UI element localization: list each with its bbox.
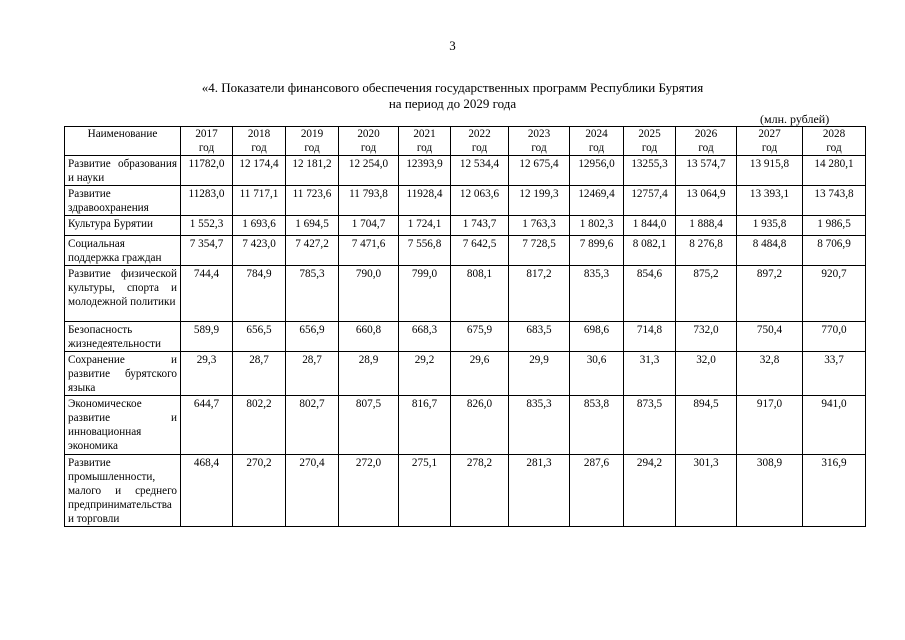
value-cell: 853,8 xyxy=(570,396,624,455)
value-cell: 29,2 xyxy=(399,352,451,396)
value-cell: 294,2 xyxy=(624,455,676,527)
value-cell: 790,0 xyxy=(339,266,399,322)
value-cell: 1 935,8 xyxy=(737,216,803,236)
value-cell: 270,2 xyxy=(233,455,286,527)
value-cell: 29,9 xyxy=(509,352,570,396)
program-name: Культура Бурятии xyxy=(65,216,181,236)
value-cell: 7 427,2 xyxy=(286,236,339,266)
value-cell: 13 064,9 xyxy=(676,186,737,216)
value-cell: 744,4 xyxy=(181,266,233,322)
value-cell: 7 556,8 xyxy=(399,236,451,266)
value-cell: 32,0 xyxy=(676,352,737,396)
value-cell: 7 642,5 xyxy=(451,236,509,266)
value-cell: 270,4 xyxy=(286,455,339,527)
value-cell: 32,8 xyxy=(737,352,803,396)
value-cell: 28,7 xyxy=(233,352,286,396)
header-year-unit: год xyxy=(360,142,377,154)
value-cell: 12 534,4 xyxy=(451,156,509,186)
value-cell: 12956,0 xyxy=(570,156,624,186)
header-year-value: 2019 xyxy=(300,128,324,140)
header-year xyxy=(509,127,570,156)
value-cell: 802,7 xyxy=(286,396,339,455)
value-cell: 750,4 xyxy=(737,322,803,352)
header-year-unit: год xyxy=(698,142,714,154)
program-name: Развитие образования и науки xyxy=(65,156,181,186)
program-name: Развитие физической культуры, спорта и молодежной политики xyxy=(65,266,181,322)
value-cell: 281,3 xyxy=(509,455,570,527)
program-name: Развитие здравоохранения xyxy=(65,186,181,216)
program-name: Социальная поддержка граждан xyxy=(65,236,181,266)
value-cell: 698,6 xyxy=(570,322,624,352)
value-cell: 316,9 xyxy=(803,455,866,527)
value-cell: 1 724,1 xyxy=(399,216,451,236)
value-cell: 287,6 xyxy=(570,455,624,527)
value-cell: 8 276,8 xyxy=(676,236,737,266)
value-cell: 644,7 xyxy=(181,396,233,455)
value-cell: 660,8 xyxy=(339,322,399,352)
value-cell: 1 763,3 xyxy=(509,216,570,236)
value-cell: 656,5 xyxy=(233,322,286,352)
value-cell: 29,6 xyxy=(451,352,509,396)
header-year-unit: год xyxy=(826,142,842,154)
value-cell: 854,6 xyxy=(624,266,676,322)
value-cell: 33,7 xyxy=(803,352,866,396)
header-year xyxy=(803,127,866,156)
header-year-value: 2022 xyxy=(468,128,491,140)
value-cell: 835,3 xyxy=(570,266,624,322)
value-cell: 468,4 xyxy=(181,455,233,527)
header-year-value: 2023 xyxy=(527,128,551,140)
program-name: Безопасность жизнедеятельности xyxy=(65,322,181,352)
value-cell: 13 915,8 xyxy=(737,156,803,186)
value-cell: 7 354,7 xyxy=(181,236,233,266)
page-number: 3 xyxy=(449,38,456,53)
value-cell: 12 675,4 xyxy=(509,156,570,186)
value-cell: 13 393,1 xyxy=(737,186,803,216)
value-cell: 656,9 xyxy=(286,322,339,352)
header-year xyxy=(676,127,737,156)
value-cell: 12 254,0 xyxy=(339,156,399,186)
value-cell: 12 174,4 xyxy=(233,156,286,186)
value-cell: 13 743,8 xyxy=(803,186,866,216)
header-year-value: 2021 xyxy=(413,128,436,140)
value-cell: 675,9 xyxy=(451,322,509,352)
header-year-unit: год xyxy=(761,142,778,154)
value-cell: 894,5 xyxy=(676,396,737,455)
value-cell: 12 063,6 xyxy=(451,186,509,216)
value-cell: 8 082,1 xyxy=(624,236,676,266)
header-year-unit: год xyxy=(251,142,267,154)
value-cell: 7 728,5 xyxy=(509,236,570,266)
header-year-value: 2020 xyxy=(357,128,380,140)
value-cell: 12 199,3 xyxy=(509,186,570,216)
value-cell: 816,7 xyxy=(399,396,451,455)
value-cell: 1 704,7 xyxy=(339,216,399,236)
table-row xyxy=(65,455,866,527)
value-cell: 714,8 xyxy=(624,322,676,352)
value-cell: 31,3 xyxy=(624,352,676,396)
value-cell: 807,5 xyxy=(339,396,399,455)
header-year-value: 2025 xyxy=(638,128,661,140)
value-cell: 12469,4 xyxy=(570,186,624,216)
value-cell: 11 717,1 xyxy=(233,186,286,216)
value-cell: 272,0 xyxy=(339,455,399,527)
value-cell: 11928,4 xyxy=(399,186,451,216)
value-cell: 12757,4 xyxy=(624,186,676,216)
header-year-value: 2026 xyxy=(694,128,718,140)
value-cell: 817,2 xyxy=(509,266,570,322)
value-cell: 1 743,7 xyxy=(451,216,509,236)
value-cell: 785,3 xyxy=(286,266,339,322)
header-year-unit: год xyxy=(416,142,433,154)
table-header-row xyxy=(65,127,866,156)
header-year-value: 2024 xyxy=(585,128,608,140)
header-year-value: 2017 xyxy=(195,128,218,140)
header-year-unit: год xyxy=(304,142,320,154)
value-cell: 1 986,5 xyxy=(803,216,866,236)
header-name: Наименование xyxy=(65,127,181,156)
table-body xyxy=(65,156,866,527)
value-cell: 308,9 xyxy=(737,455,803,527)
value-cell: 784,9 xyxy=(233,266,286,322)
title-line-2: на период до 2029 года xyxy=(388,96,517,111)
value-cell: 1 693,6 xyxy=(233,216,286,236)
table-row xyxy=(65,322,866,352)
value-cell: 770,0 xyxy=(803,322,866,352)
table-row xyxy=(65,236,866,266)
header-year xyxy=(181,127,233,156)
header-year-value: 2018 xyxy=(247,128,271,140)
value-cell: 799,0 xyxy=(399,266,451,322)
value-cell: 732,0 xyxy=(676,322,737,352)
table-row xyxy=(65,156,866,186)
value-cell: 13 574,7 xyxy=(676,156,737,186)
program-name: Экономическое развитие и инновационная экономика xyxy=(65,396,181,455)
value-cell: 8 706,9 xyxy=(803,236,866,266)
table-row xyxy=(65,216,866,236)
value-cell: 11782,0 xyxy=(181,156,233,186)
header-year-unit: год xyxy=(198,142,215,154)
header-year xyxy=(286,127,339,156)
document-title xyxy=(0,80,905,112)
value-cell: 301,3 xyxy=(676,455,737,527)
financing-table xyxy=(64,126,866,527)
value-cell: 1 694,5 xyxy=(286,216,339,236)
value-cell: 8 484,8 xyxy=(737,236,803,266)
header-year-unit: год xyxy=(531,142,547,154)
value-cell: 897,2 xyxy=(737,266,803,322)
value-cell: 30,6 xyxy=(570,352,624,396)
title-line-1: «4. Показатели финансового обеспечения государственных программ Республики Бурятия xyxy=(201,80,704,95)
value-cell: 589,9 xyxy=(181,322,233,352)
header-year xyxy=(451,127,509,156)
header-year-value: 2027 xyxy=(758,128,781,140)
value-cell: 13255,3 xyxy=(624,156,676,186)
value-cell: 1 802,3 xyxy=(570,216,624,236)
header-year-value: 2028 xyxy=(822,128,846,140)
value-cell: 7 423,0 xyxy=(233,236,286,266)
value-cell: 28,9 xyxy=(339,352,399,396)
units-label: (млн. рублей) xyxy=(760,112,830,126)
value-cell: 668,3 xyxy=(399,322,451,352)
table-row xyxy=(65,266,866,322)
program-name: Сохранение и развитие бурятского языка xyxy=(65,352,181,396)
value-cell: 873,5 xyxy=(624,396,676,455)
header-year xyxy=(339,127,399,156)
value-cell: 1 844,0 xyxy=(624,216,676,236)
header-year xyxy=(233,127,286,156)
value-cell: 826,0 xyxy=(451,396,509,455)
value-cell: 278,2 xyxy=(451,455,509,527)
value-cell: 917,0 xyxy=(737,396,803,455)
value-cell: 683,5 xyxy=(509,322,570,352)
value-cell: 12 181,2 xyxy=(286,156,339,186)
value-cell: 11283,0 xyxy=(181,186,233,216)
header-year xyxy=(624,127,676,156)
program-name: Развитие промышленности, малого и среднего предпринимательства и торговли xyxy=(65,455,181,527)
header-year xyxy=(737,127,803,156)
value-cell: 1 552,3 xyxy=(181,216,233,236)
value-cell: 808,1 xyxy=(451,266,509,322)
value-cell: 920,7 xyxy=(803,266,866,322)
value-cell: 28,7 xyxy=(286,352,339,396)
table-row xyxy=(65,186,866,216)
value-cell: 1 888,4 xyxy=(676,216,737,236)
table-row xyxy=(65,396,866,455)
header-year-unit: год xyxy=(641,142,658,154)
table-row xyxy=(65,352,866,396)
value-cell: 7 899,6 xyxy=(570,236,624,266)
header-year-unit: год xyxy=(471,142,488,154)
value-cell: 29,3 xyxy=(181,352,233,396)
value-cell: 11 793,8 xyxy=(339,186,399,216)
value-cell: 7 471,6 xyxy=(339,236,399,266)
header-year xyxy=(399,127,451,156)
value-cell: 275,1 xyxy=(399,455,451,527)
value-cell: 835,3 xyxy=(509,396,570,455)
value-cell: 875,2 xyxy=(676,266,737,322)
value-cell: 941,0 xyxy=(803,396,866,455)
header-year-unit: год xyxy=(588,142,605,154)
value-cell: 12393,9 xyxy=(399,156,451,186)
value-cell: 11 723,6 xyxy=(286,186,339,216)
value-cell: 802,2 xyxy=(233,396,286,455)
header-year xyxy=(570,127,624,156)
value-cell: 14 280,1 xyxy=(803,156,866,186)
